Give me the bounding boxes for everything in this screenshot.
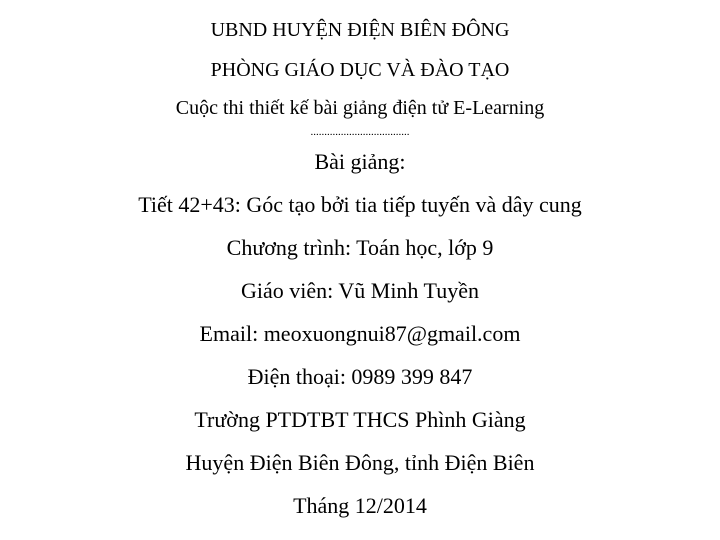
department-heading: PHÒNG GIÁO DỤC VÀ ĐÀO TẠO	[210, 59, 510, 81]
date-info: Tháng 12/2014	[293, 493, 427, 518]
contest-heading: Cuộc thi thiết kế bài giảng điện tử E-Learning	[175, 97, 545, 119]
location-info: Huyện Điện Biên Đông, tỉnh Điện Biên	[185, 450, 535, 475]
email-info: Email: meoxuongnui87@gmail.com	[199, 321, 521, 346]
lesson-title: Tiết 42+43: Góc tạo bởi tia tiếp tuyến và dây cung	[138, 192, 582, 217]
district-committee-heading: UBND HUYỆN ĐIỆN BIÊN ĐÔNG	[210, 19, 510, 41]
phone-info: Điện thoại: 0989 399 847	[247, 364, 473, 389]
lesson-label: Bài giảng:	[314, 149, 406, 174]
teacher-info: Giáo viên: Vũ Minh Tuyền	[241, 278, 479, 303]
program-info: Chương trình: Toán học, lớp 9	[226, 235, 494, 260]
header-separator: ....................................	[310, 126, 410, 138]
school-info: Trường PTDTBT THCS Phình Giàng	[194, 407, 526, 432]
